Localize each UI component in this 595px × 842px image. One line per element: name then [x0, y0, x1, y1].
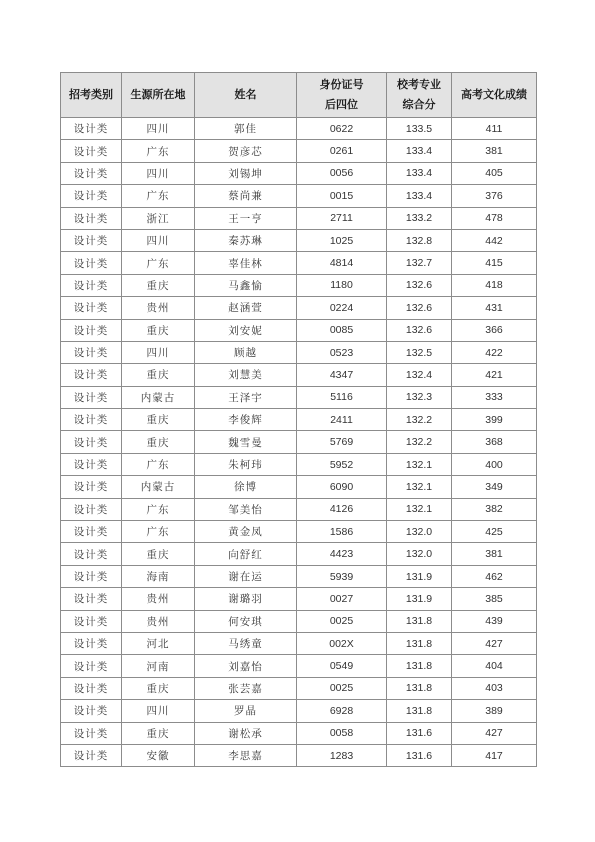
cell-id-last4: 4814: [297, 252, 387, 274]
cell-school-score: 131.8: [387, 610, 452, 632]
cell-category: 设计类: [61, 521, 122, 543]
table-row: [61, 162, 537, 184]
cell-school-score: 131.6: [387, 744, 452, 766]
cell-school-score: 131.6: [387, 722, 452, 744]
cell-id-last4: 1180: [297, 274, 387, 296]
cell-school-score: 132.1: [387, 453, 452, 475]
table-row: [61, 364, 537, 386]
table-row: [61, 498, 537, 520]
cell-origin: 重庆: [122, 274, 195, 296]
cell-origin: 安徽: [122, 744, 195, 766]
cell-gaokao-score: 381: [452, 543, 537, 565]
cell-origin: 广东: [122, 498, 195, 520]
cell-origin: 重庆: [122, 722, 195, 744]
cell-gaokao-score: 462: [452, 565, 537, 587]
cell-category: 设计类: [61, 118, 122, 140]
cell-origin: 广东: [122, 185, 195, 207]
cell-origin: 重庆: [122, 409, 195, 431]
cell-school-score: 132.2: [387, 431, 452, 453]
cell-origin: 贵州: [122, 588, 195, 610]
cell-name: 刘慧美: [195, 364, 297, 386]
cell-school-score: 132.0: [387, 521, 452, 543]
table-row: [61, 632, 537, 654]
cell-gaokao-score: 411: [452, 118, 537, 140]
header-id-last4: [297, 73, 387, 118]
cell-name: 赵涵萱: [195, 297, 297, 319]
cell-category: 设计类: [61, 229, 122, 251]
cell-category: 设计类: [61, 162, 122, 184]
cell-name: 郭佳: [195, 118, 297, 140]
cell-name: 李俊辉: [195, 409, 297, 431]
cell-name: 黄金凤: [195, 521, 297, 543]
cell-name: 徐博: [195, 476, 297, 498]
cell-name: 谢在运: [195, 565, 297, 587]
table-body: [61, 118, 537, 767]
cell-id-last4: 0027: [297, 588, 387, 610]
cell-origin: 贵州: [122, 610, 195, 632]
cell-gaokao-score: 442: [452, 229, 537, 251]
cell-id-last4: 0085: [297, 319, 387, 341]
cell-category: 设计类: [61, 453, 122, 475]
cell-gaokao-score: 439: [452, 610, 537, 632]
cell-origin: 重庆: [122, 543, 195, 565]
cell-school-score: 132.7: [387, 252, 452, 274]
cell-school-score: 131.8: [387, 632, 452, 654]
cell-name: 王一亨: [195, 207, 297, 229]
cell-name: 何安琪: [195, 610, 297, 632]
cell-id-last4: 0261: [297, 140, 387, 162]
cell-id-last4: 4126: [297, 498, 387, 520]
cell-id-last4: 5952: [297, 453, 387, 475]
cell-school-score: 133.4: [387, 140, 452, 162]
cell-gaokao-score: 405: [452, 162, 537, 184]
cell-origin: 海南: [122, 565, 195, 587]
table-row: [61, 207, 537, 229]
cell-school-score: 133.2: [387, 207, 452, 229]
cell-id-last4: 0025: [297, 677, 387, 699]
cell-gaokao-score: 382: [452, 498, 537, 520]
cell-school-score: 132.2: [387, 409, 452, 431]
cell-origin: 河南: [122, 655, 195, 677]
table-row: [61, 386, 537, 408]
cell-name: 刘嘉怡: [195, 655, 297, 677]
cell-id-last4: 6090: [297, 476, 387, 498]
cell-category: 设计类: [61, 632, 122, 654]
cell-school-score: 132.0: [387, 543, 452, 565]
cell-name: 谢璐羽: [195, 588, 297, 610]
cell-gaokao-score: 368: [452, 431, 537, 453]
cell-category: 设计类: [61, 364, 122, 386]
table-row: [61, 543, 537, 565]
cell-school-score: 132.5: [387, 341, 452, 363]
cell-origin: 重庆: [122, 431, 195, 453]
cell-origin: 广东: [122, 140, 195, 162]
table-row: [61, 610, 537, 632]
header-score-line1: 校考专业: [397, 78, 441, 91]
cell-category: 设计类: [61, 476, 122, 498]
cell-category: 设计类: [61, 185, 122, 207]
cell-origin: 四川: [122, 341, 195, 363]
cell-school-score: 133.4: [387, 162, 452, 184]
cell-name: 张芸嘉: [195, 677, 297, 699]
cell-id-last4: 0622: [297, 118, 387, 140]
cell-category: 设计类: [61, 319, 122, 341]
cell-category: 设计类: [61, 252, 122, 274]
cell-gaokao-score: 403: [452, 677, 537, 699]
cell-gaokao-score: 333: [452, 386, 537, 408]
cell-category: 设计类: [61, 543, 122, 565]
cell-name: 顾越: [195, 341, 297, 363]
cell-origin: 广东: [122, 453, 195, 475]
cell-gaokao-score: 400: [452, 453, 537, 475]
header-name: 姓名: [195, 73, 297, 118]
cell-id-last4: 2711: [297, 207, 387, 229]
cell-id-last4: 0025: [297, 610, 387, 632]
cell-gaokao-score: 431: [452, 297, 537, 319]
header-category: 招考类别: [61, 73, 122, 118]
table-header: [61, 73, 537, 118]
cell-id-last4: 4347: [297, 364, 387, 386]
table-row: [61, 319, 537, 341]
table-row: [61, 521, 537, 543]
cell-category: 设计类: [61, 722, 122, 744]
header-score-line2: 综合分: [402, 98, 436, 111]
cell-origin: 河北: [122, 632, 195, 654]
cell-origin: 重庆: [122, 677, 195, 699]
cell-school-score: 131.9: [387, 565, 452, 587]
cell-name: 辜佳林: [195, 252, 297, 274]
cell-category: 设计类: [61, 677, 122, 699]
cell-origin: 广东: [122, 252, 195, 274]
table-row: [61, 341, 537, 363]
table-row: [61, 744, 537, 766]
table-row: [61, 140, 537, 162]
header-id-line1: 身份证号: [319, 78, 364, 91]
cell-category: 设计类: [61, 207, 122, 229]
cell-name: 邹美怡: [195, 498, 297, 520]
cell-category: 设计类: [61, 744, 122, 766]
cell-gaokao-score: 427: [452, 722, 537, 744]
cell-school-score: 132.1: [387, 498, 452, 520]
cell-gaokao-score: 404: [452, 655, 537, 677]
header-origin: 生源所在地: [122, 73, 195, 118]
cell-origin: 四川: [122, 162, 195, 184]
cell-category: 设计类: [61, 588, 122, 610]
cell-name: 向舒红: [195, 543, 297, 565]
cell-category: 设计类: [61, 498, 122, 520]
cell-id-last4: 1283: [297, 744, 387, 766]
cell-school-score: 132.6: [387, 297, 452, 319]
cell-name: 魏雪曼: [195, 431, 297, 453]
table-row: [61, 588, 537, 610]
cell-school-score: 132.6: [387, 274, 452, 296]
cell-school-score: 133.4: [387, 185, 452, 207]
cell-name: 蔡尚兼: [195, 185, 297, 207]
cell-school-score: 131.8: [387, 655, 452, 677]
cell-gaokao-score: 422: [452, 341, 537, 363]
cell-gaokao-score: 417: [452, 744, 537, 766]
cell-id-last4: 0056: [297, 162, 387, 184]
cell-id-last4: 6928: [297, 700, 387, 722]
cell-category: 设计类: [61, 431, 122, 453]
cell-id-last4: 4423: [297, 543, 387, 565]
cell-gaokao-score: 376: [452, 185, 537, 207]
header-gaokao-score: 高考文化成绩: [452, 73, 537, 118]
cell-name: 马鑫愉: [195, 274, 297, 296]
cell-id-last4: 1586: [297, 521, 387, 543]
table-row: [61, 453, 537, 475]
cell-name: 朱柯玮: [195, 453, 297, 475]
cell-gaokao-score: 385: [452, 588, 537, 610]
cell-category: 设计类: [61, 700, 122, 722]
cell-school-score: 131.8: [387, 677, 452, 699]
cell-name: 秦苏琳: [195, 229, 297, 251]
table-row: [61, 476, 537, 498]
table-row: [61, 252, 537, 274]
cell-category: 设计类: [61, 610, 122, 632]
cell-gaokao-score: 418: [452, 274, 537, 296]
cell-school-score: 132.3: [387, 386, 452, 408]
cell-gaokao-score: 427: [452, 632, 537, 654]
cell-name: 刘锡坤: [195, 162, 297, 184]
table-row: [61, 297, 537, 319]
table-row: [61, 700, 537, 722]
cell-id-last4: 5939: [297, 565, 387, 587]
cell-name: 贺彦芯: [195, 140, 297, 162]
table-row: [61, 565, 537, 587]
cell-origin: 内蒙古: [122, 386, 195, 408]
cell-school-score: 132.1: [387, 476, 452, 498]
cell-origin: 四川: [122, 700, 195, 722]
cell-gaokao-score: 381: [452, 140, 537, 162]
cell-gaokao-score: 366: [452, 319, 537, 341]
table-row: [61, 431, 537, 453]
cell-id-last4: 0549: [297, 655, 387, 677]
cell-id-last4: 5116: [297, 386, 387, 408]
cell-category: 设计类: [61, 386, 122, 408]
cell-origin: 内蒙古: [122, 476, 195, 498]
table-row: [61, 677, 537, 699]
table-row: [61, 722, 537, 744]
cell-school-score: 131.8: [387, 700, 452, 722]
cell-gaokao-score: 389: [452, 700, 537, 722]
cell-name: 罗晶: [195, 700, 297, 722]
cell-origin: 四川: [122, 229, 195, 251]
cell-name: 刘安妮: [195, 319, 297, 341]
cell-origin: 重庆: [122, 364, 195, 386]
cell-gaokao-score: 421: [452, 364, 537, 386]
cell-category: 设计类: [61, 409, 122, 431]
cell-category: 设计类: [61, 655, 122, 677]
cell-id-last4: 5769: [297, 431, 387, 453]
cell-origin: 贵州: [122, 297, 195, 319]
cell-school-score: 131.9: [387, 588, 452, 610]
table-row: [61, 409, 537, 431]
cell-gaokao-score: 478: [452, 207, 537, 229]
cell-name: 王泽宇: [195, 386, 297, 408]
cell-id-last4: 0224: [297, 297, 387, 319]
cell-category: 设计类: [61, 297, 122, 319]
table-row: [61, 274, 537, 296]
admission-results-table: [60, 72, 537, 767]
cell-category: 设计类: [61, 140, 122, 162]
cell-name: 李思嘉: [195, 744, 297, 766]
cell-school-score: 132.4: [387, 364, 452, 386]
cell-id-last4: 0523: [297, 341, 387, 363]
table-row: [61, 118, 537, 140]
cell-school-score: 133.5: [387, 118, 452, 140]
cell-gaokao-score: 399: [452, 409, 537, 431]
table-row: [61, 229, 537, 251]
cell-id-last4: 2411: [297, 409, 387, 431]
cell-origin: 四川: [122, 118, 195, 140]
table-row: [61, 185, 537, 207]
cell-name: 谢松承: [195, 722, 297, 744]
cell-origin: 广东: [122, 521, 195, 543]
header-row: [61, 73, 537, 118]
cell-id-last4: 002X: [297, 632, 387, 654]
cell-category: 设计类: [61, 341, 122, 363]
cell-id-last4: 1025: [297, 229, 387, 251]
cell-origin: 浙江: [122, 207, 195, 229]
cell-id-last4: 0058: [297, 722, 387, 744]
cell-school-score: 132.6: [387, 319, 452, 341]
cell-category: 设计类: [61, 565, 122, 587]
cell-origin: 重庆: [122, 319, 195, 341]
cell-gaokao-score: 349: [452, 476, 537, 498]
cell-gaokao-score: 425: [452, 521, 537, 543]
table-row: [61, 655, 537, 677]
cell-gaokao-score: 415: [452, 252, 537, 274]
cell-category: 设计类: [61, 274, 122, 296]
header-id-line2: 后四位: [325, 98, 358, 111]
header-school-score: [387, 73, 452, 118]
cell-name: 马绣童: [195, 632, 297, 654]
cell-school-score: 132.8: [387, 229, 452, 251]
cell-id-last4: 0015: [297, 185, 387, 207]
